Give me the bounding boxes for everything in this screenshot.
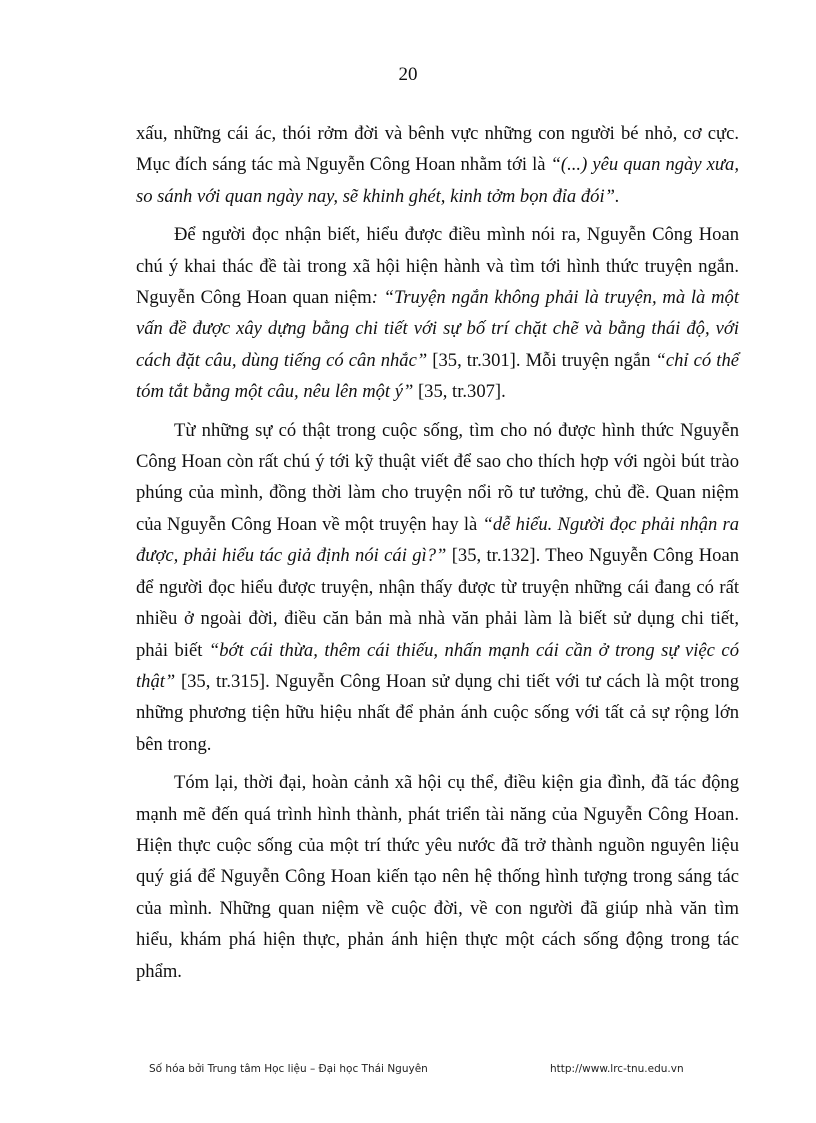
text-run: [35, tr.132]. Theo Nguyễn Công Hoan để người đọc hiểu được truyện, nhận thấy được từ truyện những cái đang có rất nhiều ở ngoài đời, điều căn bản mà nhà văn phải làm là biết sử dụng chi tiết, phải biết: [136, 545, 739, 661]
text-run: [35, tr.301]. Mỗi truyện ngắn: [427, 349, 656, 371]
text-run: Từ những sự có thật trong cuộc sống, tìm cho nó được hình thức Nguyễn Công Hoan còn rất chú ý tới kỹ thuật viết để sao cho thích hợp với ngòi bút trào phúng của mình, đồng thời làm cho truyện nổi rõ tư tưởng, chủ đề. Quan niệm của Nguyễn Công Hoan về một truyện hay là: [136, 419, 739, 535]
paragraph-2: [136, 219, 739, 407]
text-run: [35, tr.307].: [413, 381, 506, 403]
quoted-text: “(...) yêu quan ngày xưa, so sánh với quan ngày nay, sẽ khinh ghét, kinh tởm bọn đỉa đói”.: [136, 154, 739, 207]
paragraph-3: [136, 415, 739, 760]
paragraph-1: [136, 118, 739, 212]
text-run: Để người đọc nhận biết, hiểu được điều mình nói ra, Nguyễn Công Hoan chú ý khai thác đề tài trong xã hội hiện hành và tìm tới hình thức truyện ngắn. Nguyễn Công Hoan quan niệm: [136, 224, 739, 309]
quoted-text: “dễ hiểu. Người đọc phải nhận ra được, phải hiểu tác giả định nói cái gì?”: [136, 513, 739, 567]
page-number: 20: [398, 64, 418, 85]
body-text: [136, 118, 739, 994]
text-run: Tóm lại, thời đại, hoàn cảnh xã hội cụ thể, điều kiện gia đình, đã tác động mạnh mẽ đến quá trình hình thành, phát triển tài năng của Nguyễn Công Hoan. Hiện thực cuộc sống của một trí thức yêu nước đã trở thành nguồn nguyên liệu quý giá để Nguyễn Công Hoan kiến tạo nên hệ thống hình tượng trong sáng tác của mình. Những quan niệm về cuộc đời, về con người đã giúp nhà văn tìm hiểu, khám phá hiện thực, phản ánh hiện thực một cách sống động trong tác phẩm.: [136, 772, 739, 982]
quoted-text: “chỉ có thể tóm tắt bằng một câu, nêu lên một ý”: [136, 349, 739, 403]
footer-source: Số hóa bởi Trung tâm Học liệu – Đại học Thái Nguyên: [149, 1063, 428, 1075]
footer-url[interactable]: http://www.lrc-tnu.edu.vn: [550, 1063, 684, 1075]
quoted-text: “bớt cái thừa, thêm cái thiếu, nhấn mạnh cái cần ở trong sự việc có thật”: [136, 639, 739, 692]
text-run: xấu, những cái ác, thói rởm đời và bênh vực những con người bé nhỏ, cơ cực. Mục đích sáng tác mà Nguyễn Công Hoan nhằm tới là: [136, 123, 739, 176]
paragraph-4: [136, 767, 739, 987]
quoted-text: : “Truyện ngắn không phải là truyện, mà là một vấn đề được xây dựng bằng chi tiết với sự bố trí chặt chẽ và bằng thái độ, với cách đặt câu, dùng tiếng có cân nhắc”: [136, 287, 739, 371]
text-run: [35, tr.315]. Nguyễn Công Hoan sử dụng chi tiết với tư cách là một trong những phương tiện hữu hiệu nhất để phản ánh cuộc sống với tất cả sự rộng lớn bên trong.: [136, 670, 739, 755]
